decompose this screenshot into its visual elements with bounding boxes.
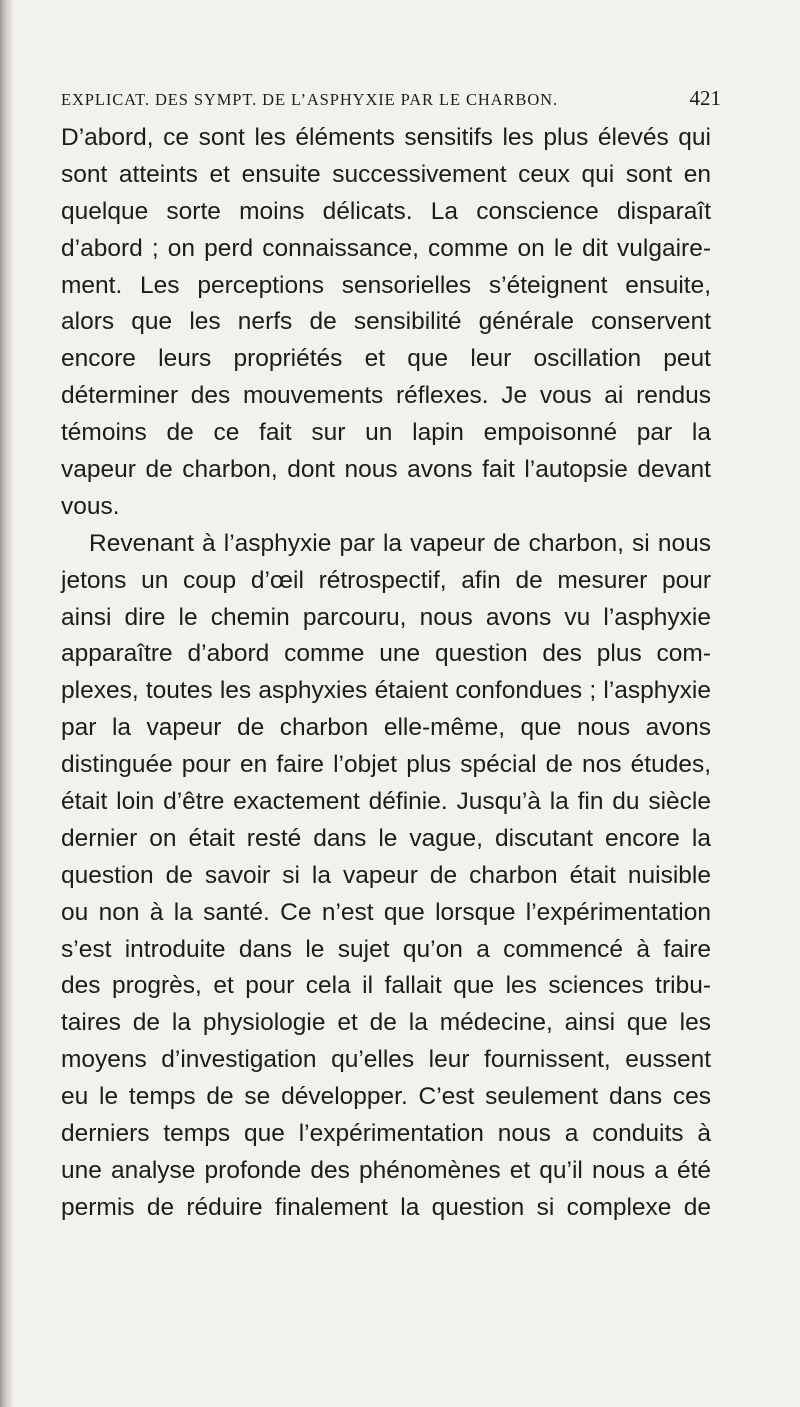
- text-line: plexes, toutes les asphyxies étaient confondues ; l’asphyxie: [61, 677, 711, 705]
- text-line: Revenant à l’asphyxie par la vapeur de charbon, si nous: [89, 529, 711, 557]
- text-line: apparaître d’abord comme une question des plus com-: [61, 640, 711, 668]
- text-line: taires de la physiologie et de la médecine, ainsi que les: [61, 1009, 711, 1037]
- paragraph-2: [61, 526, 711, 1227]
- running-title: EXPLICAT. DES SYMPT. DE L’ASPHYXIE PAR LE CHARBON.: [61, 90, 558, 109]
- text-line: alors que les nerfs de sensibilité générale conservent: [61, 308, 711, 336]
- text-line: encore leurs propriétés et que leur oscillation peut: [61, 345, 711, 373]
- running-head: [61, 86, 721, 114]
- text-line: déterminer des mouvements réflexes. Je vous ai rendus: [61, 382, 711, 410]
- text-line: ainsi dire le chemin parcouru, nous avons vu l’asphyxie: [61, 603, 711, 631]
- text-line: des progrès, et pour cela il fallait que les sciences tribu-: [61, 972, 711, 1000]
- text-line: par la vapeur de charbon elle-même, que nous avons: [61, 714, 711, 742]
- text-line: d’abord ; on perd connaissance, comme on le dit vulgaire-: [61, 234, 711, 262]
- text-line: ment. Les perceptions sensorielles s’éteignent ensuite,: [61, 271, 711, 299]
- text-line: permis de réduire finalement la question si complexe de: [61, 1193, 711, 1221]
- text-line: était loin d’être exactement définie. Jusqu’à la fin du siècle: [61, 788, 711, 816]
- paragraph-1: [61, 120, 711, 526]
- text-line: dernier on était resté dans le vague, discutant encore la: [61, 824, 711, 852]
- text-line: sont atteints et ensuite successivement ceux qui sont en: [61, 160, 711, 188]
- text-line: question de savoir si la vapeur de charbon était nuisible: [61, 861, 711, 889]
- text-line: une analyse profonde des phénomènes et qu’il nous a été: [61, 1156, 711, 1184]
- text-line: s’est introduite dans le sujet qu’on a commencé à faire: [61, 935, 711, 963]
- text-line: ou non à la santé. Ce n’est que lorsque l’expérimentation: [61, 898, 711, 926]
- text-line: témoins de ce fait sur un lapin empoisonné par la: [61, 419, 711, 447]
- text-line: distinguée pour en faire l’objet plus spécial de nos études,: [61, 751, 711, 779]
- text-line: eu le temps de se développer. C’est seulement dans ces: [61, 1083, 711, 1111]
- text-line: vapeur de charbon, dont nous avons fait l’autopsie devant: [61, 456, 711, 484]
- text-line: quelque sorte moins délicats. La conscience disparaît: [61, 197, 711, 225]
- body-text: [61, 120, 711, 1227]
- text-line: vous.: [61, 492, 120, 520]
- text-line: derniers temps que l’expérimentation nous a conduits à: [61, 1120, 711, 1148]
- text-line: jetons un coup d’œil rétrospectif, afin de mesurer pour: [61, 566, 711, 594]
- text-line: D’abord, ce sont les éléments sensitifs les plus élevés qui: [61, 124, 711, 151]
- text-line: moyens d’investigation qu’elles leur fournissent, eussent: [61, 1046, 711, 1074]
- page-number: 421: [689, 86, 721, 110]
